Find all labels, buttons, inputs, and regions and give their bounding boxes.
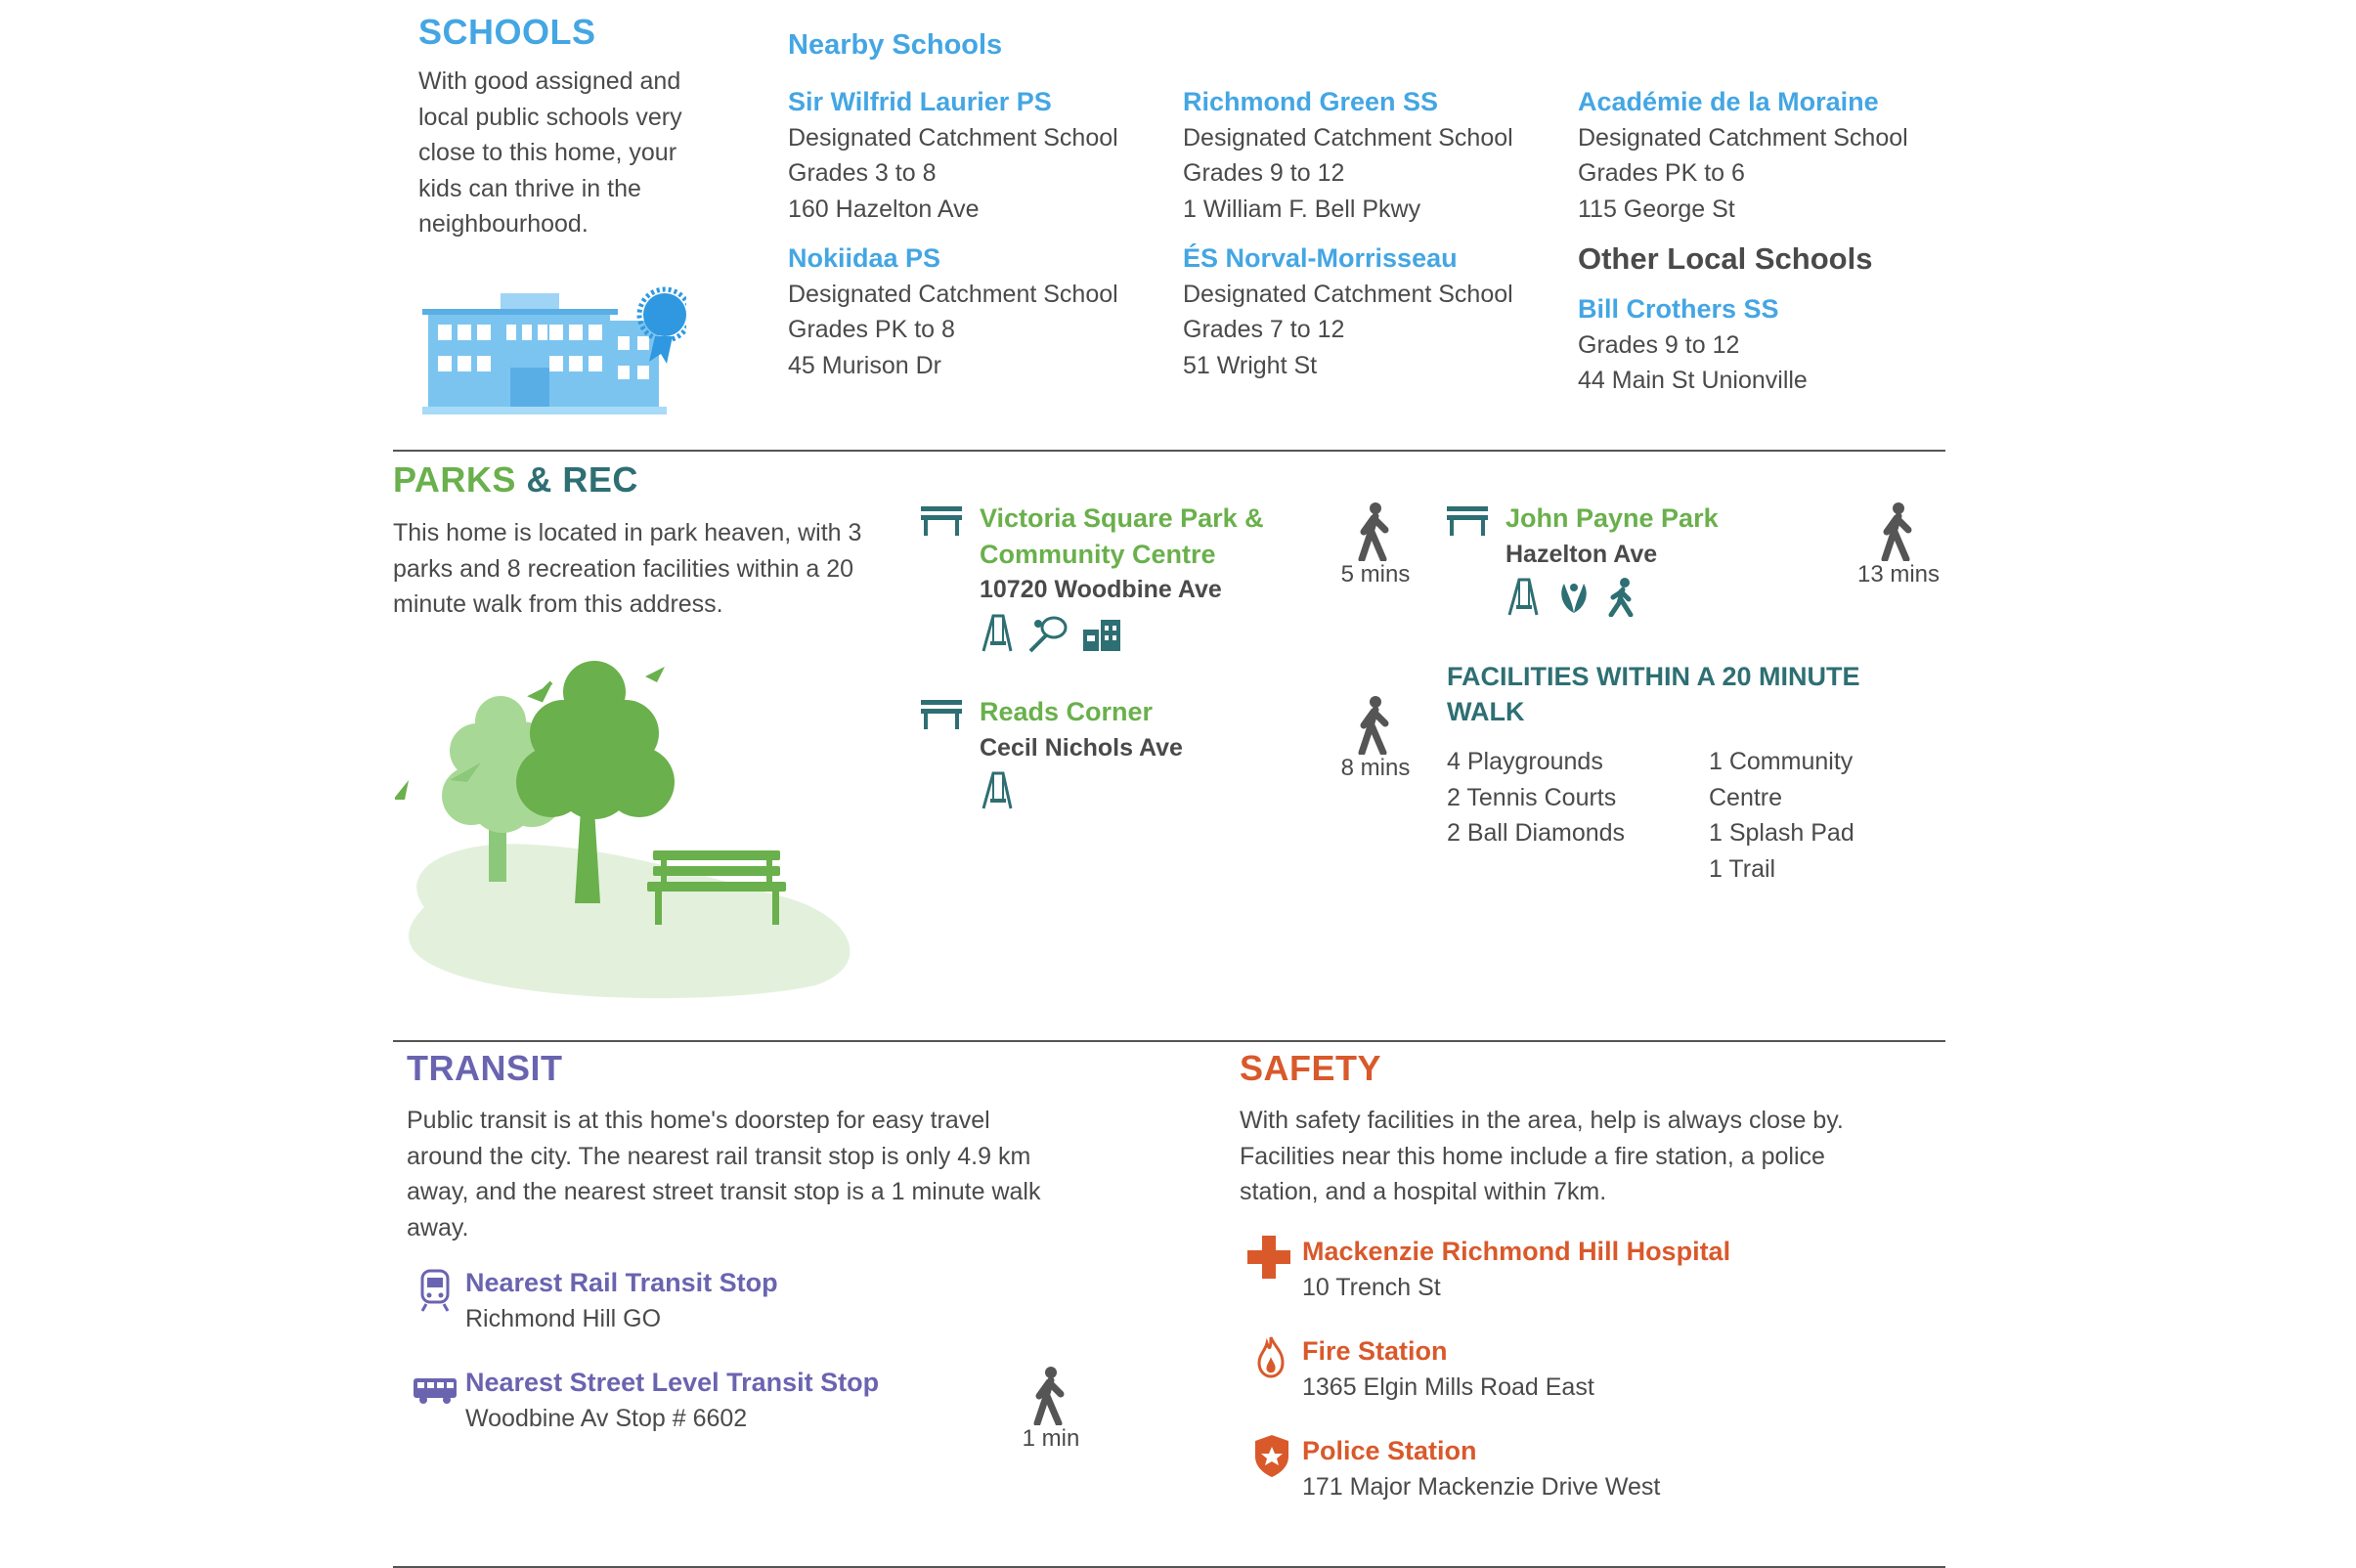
safety-entry: Fire Station 1365 Elgin Mills Road East xyxy=(1302,1333,1594,1405)
fire-icon xyxy=(1257,1335,1285,1378)
transit-stop-name[interactable]: Nearest Rail Transit Stop xyxy=(465,1268,778,1297)
hospital-cross-icon xyxy=(1247,1236,1290,1279)
train-icon xyxy=(420,1269,450,1312)
facilities-title: FACILITIES WITHIN A 20 MINUTE WALK xyxy=(1447,662,1860,726)
walking-person-icon xyxy=(1879,502,1918,561)
school-entry: Sir Wilfrid Laurier PS Designated Catchment School Grades 3 to 8 160 Hazelton Ave xyxy=(788,84,1118,227)
transit-title: TRANSIT xyxy=(407,1048,563,1088)
police-badge-icon xyxy=(1253,1433,1290,1478)
other-schools-title: Other Local Schools xyxy=(1578,241,1873,276)
safety-facility-name[interactable]: Police Station xyxy=(1302,1436,1477,1465)
park-illustration xyxy=(395,653,874,1005)
schools-intro: With good assigned and local public schools very close to this home, your kids can thrive in the neighbourhood. xyxy=(418,67,682,238)
safety-facility-name[interactable]: Fire Station xyxy=(1302,1336,1448,1366)
swing-icon xyxy=(1505,578,1541,617)
park-name[interactable]: Victoria Square Park & Community Centre xyxy=(980,503,1264,569)
bench-icon xyxy=(921,700,962,729)
walking-person-icon xyxy=(1031,1367,1070,1425)
school-name[interactable]: Nokiidaa PS xyxy=(788,243,941,273)
nearby-schools-title: Nearby Schools xyxy=(788,29,1003,61)
community-centre-icon xyxy=(1081,614,1124,653)
safety-intro: With safety facilities in the area, help is always close by. Facilities near this home include a fire station, a police station, and a hospital within 7km. xyxy=(1240,1107,1844,1205)
safety-facility-name[interactable]: Mackenzie Richmond Hill Hospital xyxy=(1302,1237,1731,1266)
school-building-illustration xyxy=(422,282,686,418)
splash-pad-icon xyxy=(1552,578,1595,617)
transit-entry: Nearest Street Level Transit Stop Woodbine Av Stop # 6602 xyxy=(465,1365,879,1436)
park-entry: John Payne Park Hazelton Ave xyxy=(1505,501,1719,617)
transit-intro: Public transit is at this home's doorstep for easy travel around the city. The nearest rail transit stop is only 4.9 km away, and the nearest street transit stop is a 1 minute walk away. xyxy=(407,1107,1041,1241)
transit-entry: Nearest Rail Transit Stop Richmond Hill GO xyxy=(465,1265,778,1336)
school-entry: Nokiidaa PS Designated Catchment School Grades PK to 8 45 Murison Dr xyxy=(788,240,1118,383)
facilities-list: 1 Community Centre 1 Splash Pad 1 Trail xyxy=(1709,748,1854,883)
park-name[interactable]: Reads Corner xyxy=(980,697,1154,726)
school-name[interactable]: Sir Wilfrid Laurier PS xyxy=(788,87,1052,116)
school-name[interactable]: Richmond Green SS xyxy=(1183,87,1439,116)
bench-icon xyxy=(1447,506,1488,536)
bus-icon xyxy=(413,1376,458,1404)
park-entry: Victoria Square Park & Community Centre 10720 Woodbine Ave xyxy=(980,501,1264,653)
schools-title: SCHOOLS xyxy=(418,12,596,52)
facility-icons xyxy=(980,771,1183,810)
walk-time: 1 min xyxy=(1007,1367,1095,1453)
walking-person-icon xyxy=(1356,696,1395,755)
school-name[interactable]: ÉS Norval-Morrisseau xyxy=(1183,243,1458,273)
section-divider xyxy=(393,1040,1945,1042)
bench-icon xyxy=(921,506,962,536)
safety-entry: Police Station 171 Major Mackenzie Drive West xyxy=(1302,1433,1660,1504)
school-entry: Richmond Green SS Designated Catchment School Grades 9 to 12 1 William F. Bell Pkwy xyxy=(1183,84,1513,227)
facility-icons xyxy=(980,614,1264,653)
swing-icon xyxy=(980,614,1015,653)
facilities-list: 4 Playgrounds 2 Tennis Courts 2 Ball Diamonds xyxy=(1447,748,1626,847)
school-name[interactable]: Bill Crothers SS xyxy=(1578,294,1779,324)
transit-stop-name[interactable]: Nearest Street Level Transit Stop xyxy=(465,1368,880,1397)
walk-time: 8 mins xyxy=(1331,696,1419,782)
tennis-icon xyxy=(1026,614,1069,653)
school-entry: Bill Crothers SS Grades 9 to 12 44 Main St Unionville xyxy=(1578,291,1808,399)
school-entry: ÉS Norval-Morrisseau Designated Catchment School Grades 7 to 12 51 Wright St xyxy=(1183,240,1513,383)
park-name[interactable]: John Payne Park xyxy=(1505,503,1719,533)
section-divider xyxy=(393,450,1945,452)
swing-icon xyxy=(980,771,1015,810)
facility-icons xyxy=(1505,578,1719,617)
walking-person-icon xyxy=(1356,502,1395,561)
school-name[interactable]: Académie de la Moraine xyxy=(1578,87,1879,116)
parks-title: PARKS & REC xyxy=(393,459,638,500)
safety-title: SAFETY xyxy=(1240,1048,1382,1088)
trail-runner-icon xyxy=(1607,578,1636,617)
school-entry: Académie de la Moraine Designated Catchment School Grades PK to 6 115 George St xyxy=(1578,84,1908,227)
walk-time: 5 mins xyxy=(1331,502,1419,588)
safety-entry: Mackenzie Richmond Hill Hospital 10 Trench St xyxy=(1302,1234,1730,1305)
parks-intro: This home is located in park heaven, with 3 parks and 8 recreation facilities within a 20 minute walk from this address. xyxy=(393,519,862,618)
walk-time: 13 mins xyxy=(1850,502,1947,588)
park-entry: Reads Corner Cecil Nichols Ave xyxy=(980,694,1183,810)
